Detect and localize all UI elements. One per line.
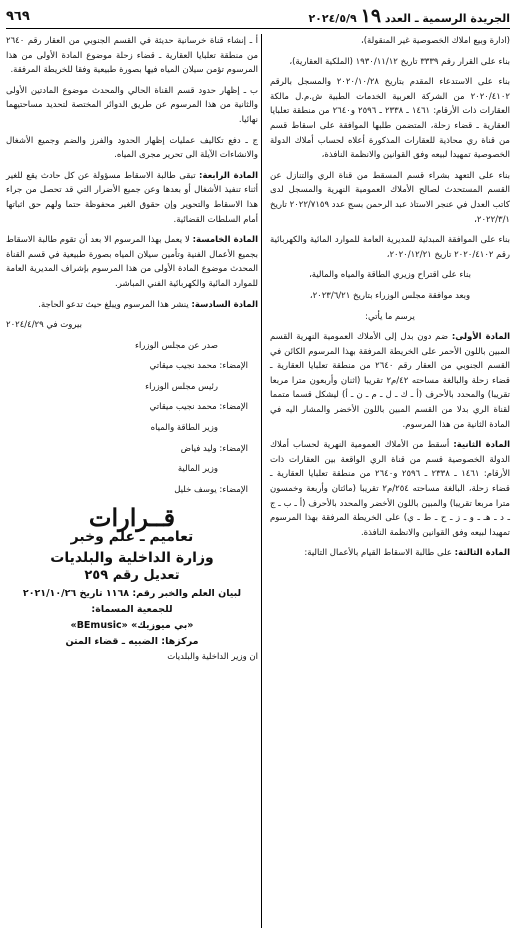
- article-title: المادة الثانية:: [453, 440, 510, 451]
- signature-name: الإمضاء: يوسف خليل: [174, 484, 248, 495]
- issue-number: ١٩: [360, 5, 382, 27]
- ministry-heading: وزارة الداخلية والبلديات: [50, 549, 214, 566]
- paragraph: بناء على الموافقة المبدئية للمديرية العامة للموارد المائية والكهربائية رقم ٢٠٢٠/٤١٠٢ تاريخ ٢٠٢٠/١٢/٢١،: [270, 235, 510, 260]
- decree-intro: يرسم ما يأتي:: [365, 311, 415, 322]
- paragraph: (ادارة وبيع املاك الخصوصية غير المنقولة)،: [360, 36, 510, 46]
- article-title: المادة الأولى:: [451, 332, 511, 343]
- article-text: تبقى طالبة الاسقاط مسؤولة عن كل حادث يقع للغير أثناء تنفيذ الأشغال أو بعدها وعن جميع الأضرار التي قد تحصل من جراء هذا الاسقاط والتحوير وإن حقوق الغير محفوظة حتما ولهم حق اثباتها أمام السلطات القضائية.: [6, 170, 258, 225]
- signature-role: وزير الطاقة والمياه: [150, 423, 218, 434]
- section-subheading: تعاميم ـ علم وخبر: [70, 529, 194, 546]
- left-column: [6, 34, 258, 670]
- paragraph: بناء على اقتراح وزيري الطاقة والمياه والمالية،: [309, 270, 471, 281]
- reference-line: لبيان العلم والخبر رقم: ١١٦٨ تاريخ ٢٠٢١/١٠/٢٦: [22, 587, 242, 599]
- article-text: على طالبة الاسقاط القيام بالأعمال التالية:: [304, 548, 452, 559]
- clause-a: أ ـ إنشاء قناة خرسانية حديثة في القسم الجنوبي من العقار رقم ٢٦٤٠ من منطقة تعلبايا العقارية ـ قضاء زحلة موضوع المادة الأولى من هذا المرسوم تؤمن سيلان المياه فيها بصورة طبيعية وفقا للخريطة المرفقة.: [6, 36, 258, 76]
- signing-date: بيروت في ٢٠٢٤/٤/٢٩: [6, 320, 82, 331]
- page-header: [6, 4, 510, 29]
- article-text: ينشر هذا المرسوم ويبلغ حيث تدعو الحاجة.: [38, 299, 189, 310]
- signature-role: وزير المالية: [177, 464, 218, 475]
- article-3: [270, 546, 510, 561]
- column-divider: [261, 34, 262, 928]
- closing-line: ان وزير الداخلية والبلديات: [167, 651, 258, 662]
- article-text: ضم دون بدل إلى الأملاك العمومية النهرية القسم المبين باللون الأحمر على الخريطة المرفقة بهذا المرسوم الكائن في القسم الجنوبي من العقار رقم ٢٦٤٠ من منطقة تعلبايا العقارية ـ قضاء زحلة والبالغة مساحته ٤٢/م٢ تقريبا (اثنان وأربعون مترا مربعا تقريبا) والمحدد بالأحرف (أ ـ ك ـ ل ـ م ـ ن ـ أ) ليشكل قسما متمما لقناة الري بدلا من القسم المبين باللون الأخضر والمشار اليه في المادة الثانية من هذا المرسوم.: [270, 332, 510, 430]
- page-number: ٩٦٩: [6, 8, 30, 24]
- article-1: [270, 330, 510, 432]
- gazette-title: الجريدة الرسمية ـ العدد: [384, 12, 510, 25]
- signature-name: الإمضاء: وليد فياض: [180, 443, 248, 454]
- paragraph: بناء على الاستدعاء المقدم بتاريخ ٢٠٢٠/١٠/٢٨ والمسجل بالرقم ٢٠٢٠/٤١٠٢ من الشركة العربية الخدمات الطبية ش.م.ل مالكة العقارات ذات الأرقام: ١٤٦١ ـ ٢٣٣٨ ـ ٢٥٩٦ و٢٦٤٠ من منطقة تعلبايا العقارية ـ قضاء زحلة، المتضمن طلبها الموافقة على اسقاط قسم من قناة ري محاذية للعقارات المذكورة أعلاه لحساب أملاك الدولة الخصوصية تمهيدا لبيعه وفق القوانين والانظمة النافذة،: [270, 77, 510, 161]
- signature-name: الإمضاء: محمد نجيب ميقاتي: [149, 402, 248, 413]
- paragraph: بناء على التعهد بشراء قسم المسقط من قناة الري والتنازل عن القسم المستحدث لصالح الأملاك العمومية النهرية والمسجل لدى كاتب العدل في عنجر الاستاذ عبد الرحمن بسج عدد ٢٠٢٢/٧١٥٩ تاريخ ٢٠٢٢/٣/١،: [270, 170, 510, 225]
- signature-role: صدر عن مجلس الوزراء: [134, 340, 218, 351]
- section-heading-decisions: قــرارات: [88, 503, 176, 533]
- association-hq: مركزها: الضبيه ـ قضاء المتن: [65, 635, 199, 647]
- paragraph: وبعد موافقة مجلس الوزراء بتاريخ ٢٠٢٣/٦/٢١،: [309, 290, 471, 301]
- amendment-number: تعديل رقم ٢٥٩: [84, 568, 180, 584]
- clause-b: ب ـ إظهار حدود قسم القناة الحالي والمحدث موضوع المادتين الأولى والثانية من هذا المرسوم عن طريق الدوائر المختصة لتحديد مساحتيهما نهائيا.: [6, 85, 258, 125]
- article-2: [270, 438, 510, 540]
- signature-role: رئيس مجلس الوزراء: [145, 381, 218, 392]
- article-6: [6, 298, 258, 313]
- gazette-title-line: [308, 5, 510, 27]
- article-5: [6, 233, 258, 291]
- article-text: لا يعمل بهذا المرسوم الا بعد أن تقوم طالبة الاسقاط بجميع الأعمال الفنية وتأمين سيلان المياه بصورة طبيعية في قسم القناة المحدث موضوع المادة الأولى من هذا المرسوم بإشراف المديرية العامة للموارد المائية والكهربائية الفني المباشر.: [6, 235, 258, 289]
- association-name: «بي ميوزيك» «BEmusic»: [70, 619, 194, 631]
- paragraph: بناء على القرار رقم ٣٣٣٩ تاريخ ١٩٣٠/١١/١٢ (الملكية العقارية)،: [289, 56, 510, 67]
- clause-c: ج ـ دفع تكاليف عمليات إظهار الحدود والفرز والضم وجميع الأشغال والانشاءات الآيلة الى تحرير مجرى المياه.: [6, 135, 258, 161]
- article-title: المادة الخامسة:: [192, 235, 258, 246]
- association-label: للجمعية المسماة:: [91, 603, 173, 615]
- article-4: [6, 169, 258, 227]
- right-column: [270, 34, 510, 567]
- article-title: المادة الثالثة:: [454, 548, 510, 559]
- article-title: المادة الرابعة:: [199, 170, 258, 181]
- article-title: المادة السادسة:: [191, 299, 258, 310]
- article-text: أسقط من الأملاك العمومية النهرية لحساب أملاك الدولة الخصوصية قسم من قناة الري الواقعة بين العقارات ذات الأرقام: ١٤٦١ ـ ٢٣٣٨ ـ ٢٥٩٦ و٢٦٤٠ من منطقة تعلبايا العقارية ـ قضاء زحلة، البالغة مساحته ٢٥٤/م٢ تقريبا (مائتان وأربعة وخمسون مترا مربعا تقريبا) والمبين باللون الأخضر والمحدد بالأحرف (أ ـ ب ـ ج ـ د ـ هـ ـ و ـ ز ـ ح ـ ط ـ ي) على الخريطة المرفقة بهذا المرسوم تمهيدا لبيعه وفق القوانين والانظمة النافذة.: [270, 440, 510, 538]
- issue-date: ٢٠٢٤/٥/٩: [308, 12, 357, 25]
- signature-name: الإمضاء: محمد نجيب ميقاتي: [149, 361, 248, 372]
